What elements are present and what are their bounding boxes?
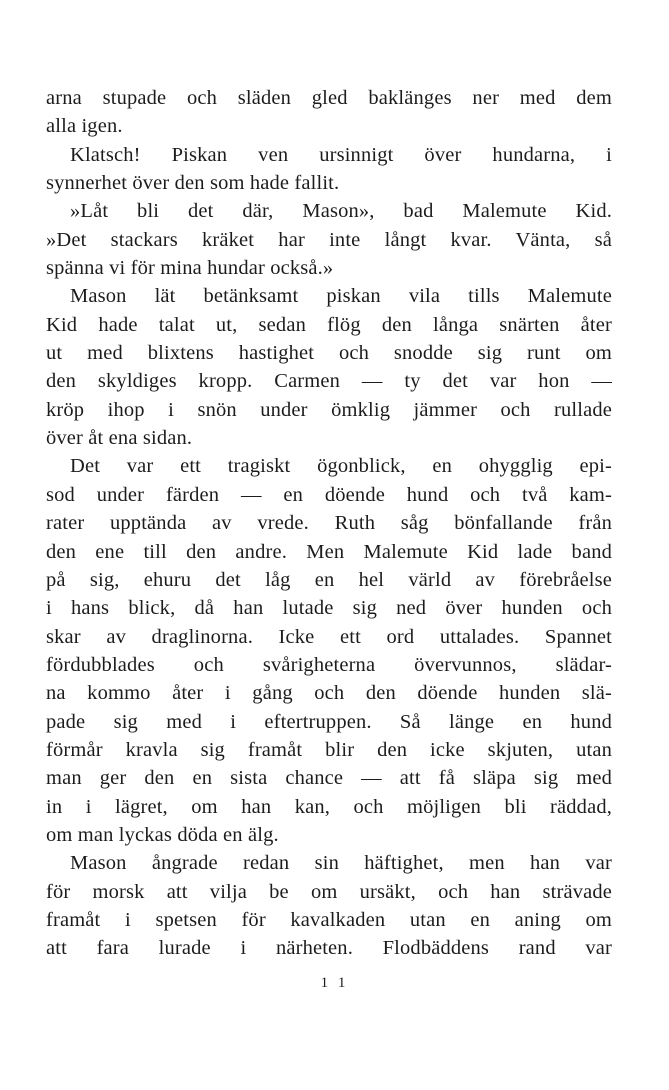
text-line: »Låt bli det där, Mason», bad Malemute Kid. — [70, 200, 612, 223]
text-line: för morsk att vilja be om ursäkt, och han strävade — [46, 880, 612, 903]
text-line: Mason ångrade redan sin häftighet, men han var — [70, 852, 612, 875]
text-line: framåt i spetsen för kavalkaden utan en aning om — [46, 908, 612, 931]
text-line: synnerhet över den som hade fallit. — [46, 172, 340, 195]
text-line: över åt ena sidan. — [46, 427, 193, 450]
text-line: kröp ihop i snön under ömklig jämmer och rullade — [46, 398, 612, 421]
text-line: om man lyckas döda en älg. — [46, 823, 279, 846]
text-line: sod under färden — en döende hund och två kam- — [46, 483, 612, 506]
text-line: skar av draglinorna. Icke ett ord uttalades. Spannet — [46, 625, 612, 648]
text-line: in i lägret, om han kan, och möjligen bli räddad, — [46, 795, 612, 818]
text-line: Klatsch! Piskan ven ursinnigt över hundarna, i — [70, 143, 612, 166]
text-line: na kommo åter i gång och den döende hunden slä- — [46, 682, 612, 705]
text-line: den skyldiges kropp. Carmen — ty det var hon — — [46, 370, 612, 393]
text-line: på sig, ehuru det låg en hel värld av förebråelse — [46, 568, 612, 591]
text-line: fördubblades och svårigheterna övervunnos, slädar- — [46, 653, 612, 676]
text-line: att fara lurade i närheten. Flodbäddens rand var — [46, 937, 612, 960]
text-line: arna stupade och släden gled baklänges ner med dem — [46, 87, 612, 109]
text-line: rater upptända av vrede. Ruth såg bönfallande från — [46, 512, 612, 535]
text-line: »Det stackars kräket har inte långt kvar. Vänta, så — [46, 228, 612, 251]
text-line: den ene till den andre. Men Malemute Kid lade band — [46, 540, 612, 563]
body-text — [46, 84, 612, 963]
text-line: alla igen. — [46, 115, 123, 138]
text-line: Mason lät betänksamt piskan vila tills Malemute — [70, 285, 612, 308]
text-line: spänna vi för mina hundar också.» — [46, 257, 334, 280]
text-line: i hans blick, då han lutade sig ned över hunden och — [46, 597, 612, 620]
text-line: Det var ett tragiskt ögonblick, en ohygglig epi- — [70, 455, 612, 478]
text-line: man ger den en sista chance — att få släpa sig med — [46, 767, 612, 790]
text-line: Kid hade talat ut, sedan flög den långa snärten åter — [46, 313, 612, 336]
text-line: pade sig med i eftertruppen. Så länge en hund — [46, 710, 612, 733]
text-line: förmår kravla sig framåt blir den icke skjuten, utan — [46, 738, 612, 761]
page-number: 1 1 — [320, 975, 349, 991]
text-line: ut med blixtens hastighet och snodde sig runt om — [46, 342, 612, 365]
